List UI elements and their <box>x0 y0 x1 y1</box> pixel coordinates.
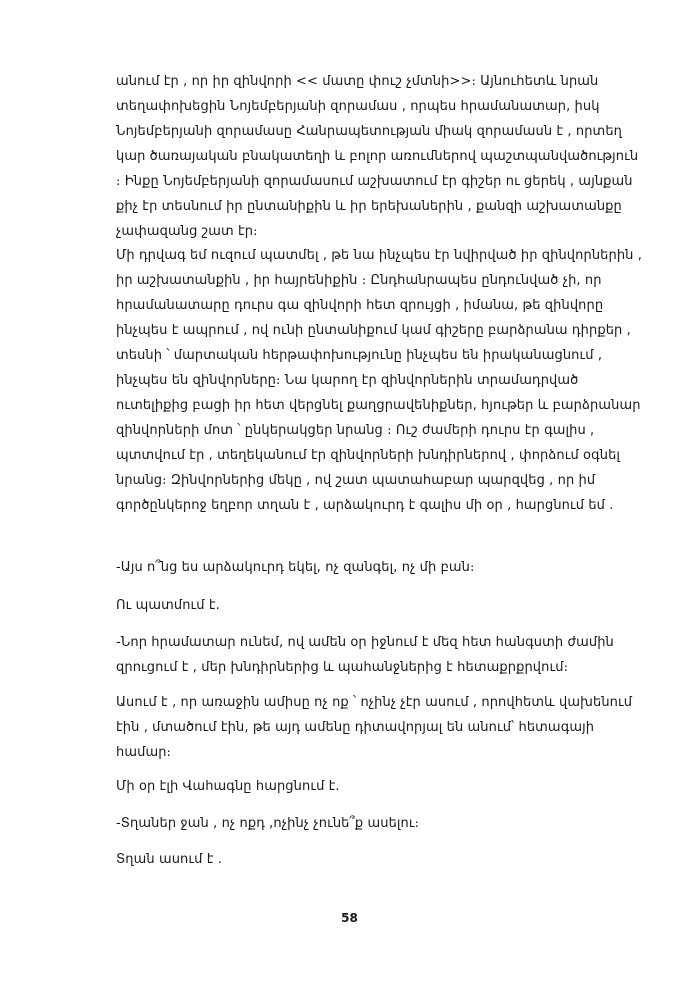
paragraph-8: -Տղաներ ջան , ոչ ոքդ ,ոչինչ չունե՞ք ասելու։ <box>116 816 420 831</box>
paragraph-5: -Նոր հրամատար ունեմ, ով ամեն օր իջնում է մեզ հետ հանգստի ժամին զրուցում է , մեր խնդիրներից և պահանջներից է հետաքրքրվում։ <box>116 635 614 675</box>
paragraph-6: Ասում է , որ առաջին ամիսը ոչ ոք ՝ ոչինչ չէր ասում , որովհետև վախենում էին , մտածում էին, թե այդ ամենը դիտավորյալ են անում՝ հետագայի համար։ <box>116 695 633 760</box>
page-number: 58 <box>341 911 358 925</box>
paragraph-4: Ու պատմում է. <box>116 598 220 613</box>
paragraph-3: -Այս ո՞նց ես արձակուրդ եկել, ոչ զանգել, ոչ մի բան։ <box>116 560 475 575</box>
paragraph-2: Մի դրվագ եմ ուզում պատմել , թե նա ինչպես էր նվիրված իր զինվորներին , իր աշխատանքին , իր հայրենիքին ։ Ընդհանրապես ընդունված չի, որ հրամանատարը դուրս գա զինվորի հետ զրույցի , իմանա, թե զինվորը ինչպես է ապրում , ով ունի ընտանիքում կամ գիշերը բարձրանա դիրքեր , տեսնի ՝ մարտական հերթափոխությունը ինչպես են իրականացնում , ինչպես են զինվորները։ Նա կարող էր զինվորներին տրամադրված ուտելիքից բացի իր հետ վերցնել քաղցրավենիքներ, հյութեր և բարձրանար զինվորների մոտ ՝ ընկերակցեր նրանց ։ Ուշ ժամերի դուրս էր գալիս , պտտվում էր , տեղեկանում էր զինվորների խնդիրներով , փորձում օգնել նրանց։ Զինվորներից մեկը , ով շատ պատահաբար պարզվեց , որ իմ գործընկերոջ եղբոր տղան է , արձակուրդ է գալիս մի օր , հարցնում եմ . <box>116 248 642 513</box>
paragraph-9: Տղան ասում է . <box>116 852 222 867</box>
paragraph-1: անում էր , որ իր զինվորի << մատը փուշ չմտնի>>։ Այնուհետև նրան տեղափոխեցին Նոյեմբերյանի զորամաս , որպես հրամանատար, իսկ Նոյեմբերյանի զորամասը Հանրապետության միակ զորամասն է , որտեղ կար ծառայական բնակատեղի և բոլոր առումներով պաշտպանվածություն ։ Ինքը Նոյեմբերյանի զորամասում աշխատում էր գիշեր ու ցերեկ , այնքան քիչ էր տեսնում իր ընտանիքին և իր երեխաներին , քանզի աշխատանքը չափազանց շատ էր։ <box>116 74 639 239</box>
paragraph-7: Մի օր էլի Վահագնը հարցնում է. <box>116 779 340 794</box>
